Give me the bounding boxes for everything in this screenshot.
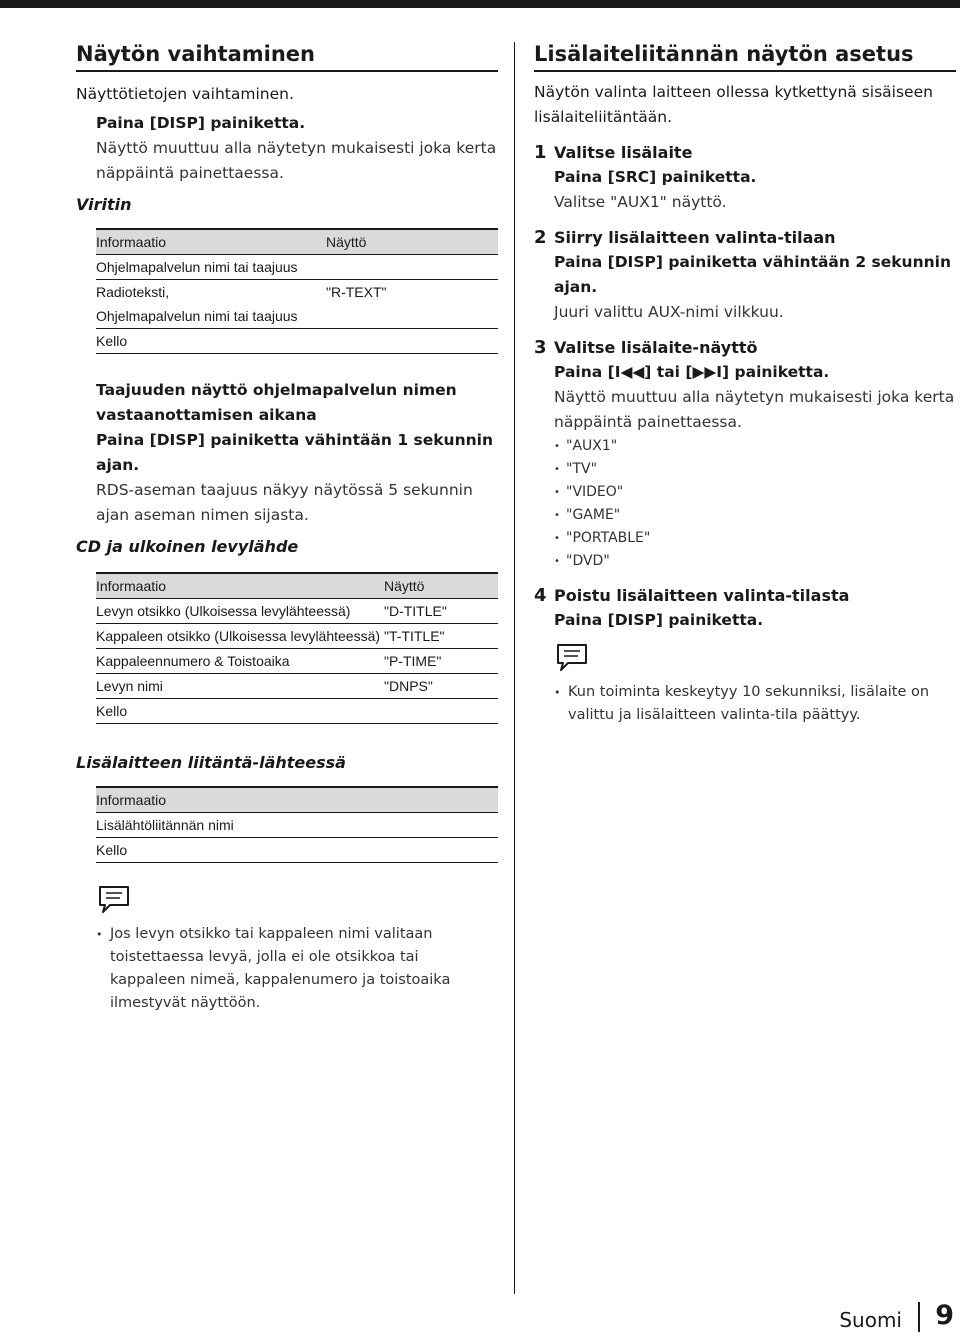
cell-display (384, 699, 498, 724)
column-header-display: Näyttö (384, 578, 425, 594)
step-action: Paina [DISP] painiketta vähintään 2 sekunnin ajan. (554, 253, 952, 296)
step-2 (534, 225, 956, 325)
table-row (96, 838, 498, 863)
freq-display-action: Paina [DISP] painiketta vähintään 1 sekunnin ajan. (96, 431, 494, 474)
tuner-table (96, 228, 498, 354)
option-item: • "TV" (554, 458, 956, 481)
option-item: • "PORTABLE" (554, 527, 956, 550)
step-note: Valitse "AUX1" näyttö. (554, 193, 727, 211)
cell-info: Kappaleennumero & Toistoaika (96, 653, 290, 669)
table-header-row (96, 229, 498, 255)
table-row (96, 699, 498, 724)
cd-table (96, 572, 498, 724)
freq-display-note: RDS-aseman taajuus näkyy näytössä 5 sekunnin ajan aseman nimen sijasta. (96, 481, 473, 524)
table-row (96, 329, 498, 354)
table-row (96, 813, 498, 838)
action-text: Paina [DISP] painiketta. (96, 114, 306, 132)
step-title: Valitse lisälaite-näyttö (554, 338, 758, 357)
step-title: Poistu lisälaitteen valinta-tilasta (554, 586, 850, 605)
step-title: Valitse lisälaite (554, 143, 693, 162)
option-item: • "VIDEO" (554, 481, 956, 504)
note-item (534, 681, 956, 727)
step-number: 4 (534, 585, 547, 606)
note-text: Kun toiminta keskeytyy 10 sekunniksi, lisälaite on valittu ja lisälaitteen valinta-tila päättyy. (568, 684, 930, 723)
column-header-info: Informaatio (96, 234, 167, 250)
cell-info: Levyn otsikko (Ulkoisessa levylähteessä) (96, 603, 351, 619)
tuner-title: Viritin (76, 195, 132, 214)
bullet-icon: • (554, 686, 561, 699)
cell-display (326, 329, 498, 354)
option-item: • "DVD" (554, 550, 956, 573)
cell-display: "D-TITLE" (384, 603, 447, 619)
column-header-info: Informaatio (96, 578, 167, 594)
option-item: • "AUX1" (554, 435, 956, 458)
cell-display (326, 255, 498, 280)
step-title: Siirry lisälaitteen valinta-tilaan (554, 228, 836, 247)
table-header-row (96, 787, 498, 813)
note-speech-bubble-icon (554, 641, 590, 673)
cell-info: Kello (96, 333, 128, 349)
table-header-row (96, 573, 498, 599)
page-footer (780, 1300, 960, 1340)
cell-info: Ohjelmapalvelun nimi tai taajuus (96, 259, 298, 275)
section-title-display-switch: Näytön vaihtaminen (76, 40, 498, 72)
table-row (96, 599, 498, 624)
step-action: Paina [I◀◀] tai [▶▶I] painiketta. (554, 363, 830, 381)
aux-table (96, 786, 498, 863)
cell-info: Radioteksti, Ohjelmapalvelun nimi tai taajuus (96, 284, 298, 324)
section-title-aux-display: Lisälaiteliitännän näytön asetus (534, 40, 956, 72)
freq-display-title: Taajuuden näyttö ohjelmapalvelun nimen vastaanottamisen aikana (96, 381, 457, 424)
cell-display: "DNPS" (384, 678, 433, 694)
cd-title: CD ja ulkoinen levylähde (76, 537, 299, 556)
step-number: 1 (534, 142, 547, 163)
cell-info: Kello (96, 703, 128, 719)
note-speech-bubble-icon (96, 883, 132, 915)
top-rule (0, 0, 960, 8)
cell-info: Kappaleen otsikko (Ulkoisessa levylähteessä) (96, 628, 381, 644)
cell-display: "P-TIME" (384, 653, 442, 669)
action-note: Näyttö muuttuu alla näytetyn mukaisesti joka kerta näppäintä painettaessa. (96, 139, 497, 182)
table-row (96, 674, 498, 699)
bullet-icon: • (96, 928, 103, 941)
step-3 (534, 335, 956, 573)
intro-text: Näyttötietojen vaihtaminen. (76, 85, 294, 103)
column-divider (514, 42, 515, 1294)
aux-source-title: Lisälaitteen liitäntä-lähteessä (76, 753, 346, 772)
step-note: Juuri valittu AUX-nimi vilkkuu. (554, 303, 784, 321)
step-4 (534, 583, 956, 633)
footer-separator (918, 1302, 920, 1332)
table-row (96, 280, 498, 329)
aux-name-options (534, 435, 956, 573)
column-header-info: Informaatio (96, 792, 167, 808)
intro-text: Näytön valinta laitteen ollessa kytkettynä sisäiseen lisälaiteliitäntään. (534, 83, 933, 126)
page-number: 9 (935, 1300, 954, 1331)
cell-display: "T-TITLE" (384, 628, 445, 644)
note-item (76, 923, 498, 1015)
step-action: Paina [SRC] painiketta. (554, 168, 757, 186)
step-number: 2 (534, 227, 547, 248)
step-note: Näyttö muuttuu alla näytetyn mukaisesti joka kerta näppäintä painettaessa. (554, 388, 955, 431)
step-action: Paina [DISP] painiketta. (554, 611, 764, 629)
note-text: Jos levyn otsikko tai kappaleen nimi valitaan toistettaessa levyä, jolla ei ole otsikkoa tai kappaleen nimeä, kappalenumero ja toistoaika ilmestyvät näyttöön. (110, 926, 451, 1011)
step-1 (534, 140, 956, 215)
table-row (96, 649, 498, 674)
option-item: • "GAME" (554, 504, 956, 527)
footer-language: Suomi (839, 1308, 902, 1332)
cell-info: Levyn nimi (96, 678, 163, 694)
table-row (96, 624, 498, 649)
column-header-display: Näyttö (326, 234, 367, 250)
left-column (76, 40, 498, 1015)
step-number: 3 (534, 337, 547, 358)
table-row (96, 255, 498, 280)
right-column (534, 40, 956, 727)
cell-display: "R-TEXT" (326, 284, 387, 300)
cell-info: Kello (96, 842, 128, 858)
cell-info: Lisälähtöliitännän nimi (96, 817, 234, 833)
